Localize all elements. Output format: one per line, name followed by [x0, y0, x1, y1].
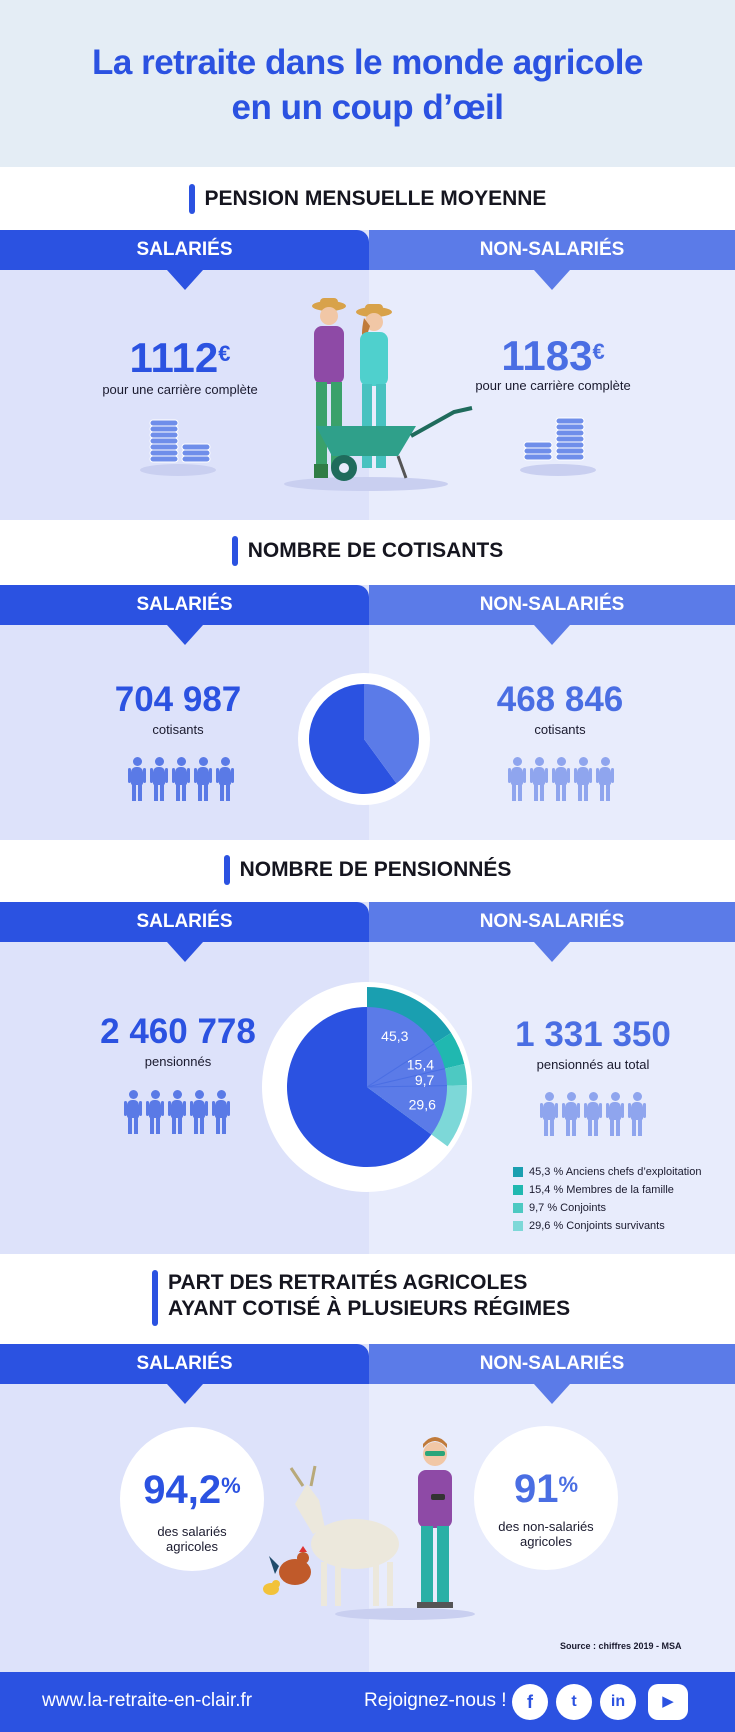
person-icon [194, 757, 212, 801]
tab-notch [167, 625, 203, 645]
cotisants-pie-chart [298, 673, 430, 805]
legend-label: 45,3 % Anciens chefs d’exploitation [529, 1166, 702, 1178]
pension-non-salaries-caption: pour une carrière complète [475, 378, 631, 393]
footer [0, 1672, 735, 1732]
farm-animals-illustration [255, 1424, 480, 1624]
pie-data-label: 15,4 [406, 1056, 435, 1073]
person-icon [128, 757, 146, 801]
heading-text: NOMBRE DE COTISANTS [247, 539, 504, 562]
person-icon [584, 1092, 602, 1136]
person-icon [168, 1090, 186, 1134]
person-icon [606, 1092, 624, 1136]
pie-legend [513, 1163, 701, 1235]
percent-symbol: % [558, 1472, 579, 1497]
legend-swatch [513, 1185, 523, 1195]
heading-accent-bar [152, 1270, 158, 1326]
tab-label: NON-SALARIÉS [479, 1353, 625, 1374]
person-icon [574, 757, 592, 801]
value-number: 1112 [129, 334, 219, 381]
pie-data-label: 45,3 [381, 1028, 409, 1045]
tab-salaries [0, 1344, 369, 1384]
legend-swatch [513, 1203, 523, 1213]
hero-banner [0, 0, 735, 167]
pensionnes-pie-chart [262, 982, 472, 1192]
person-icon [216, 757, 234, 801]
pensionnes-non-salaries-value: 1 331 350 [515, 1015, 671, 1054]
pie-data-label: 9,7 [414, 1071, 435, 1088]
tab-label: NON-SALARIÉS [479, 239, 625, 260]
source-note: Source : chiffres 2019 - MSA [560, 1641, 682, 1651]
person-icon [562, 1092, 580, 1136]
tab-notch [534, 942, 570, 962]
people-group-icon [124, 1090, 230, 1134]
tab-label: SALARIÉS [136, 1353, 233, 1374]
tab-non-salaries [369, 585, 735, 625]
pensionnes-salaries-caption: pensionnés [144, 1054, 212, 1069]
title-line-1: La retraite dans le monde agricole [92, 43, 643, 82]
legend-item [513, 1199, 701, 1217]
cotisants-salaries-caption: cotisants [152, 722, 204, 737]
part-non-salaries-caption [474, 1519, 618, 1549]
part-salaries-caption [120, 1524, 264, 1554]
pension-salaries-caption: pour une carrière complète [102, 382, 258, 397]
tab-salaries [0, 585, 369, 625]
person-icon [150, 757, 168, 801]
heading-text-line-1: PART DES RETRAITÉS AGRICOLES [168, 1271, 528, 1294]
value-number: 94,2 [143, 1468, 222, 1512]
person-icon [628, 1092, 646, 1136]
person-icon [124, 1090, 142, 1134]
person-icon [212, 1090, 230, 1134]
tab-non-salaries [369, 902, 735, 942]
person-icon [596, 757, 614, 801]
cotisants-non-salaries-value: 468 846 [496, 680, 624, 719]
page-title [0, 40, 735, 130]
pie-data-label: 29,6 [408, 1096, 436, 1113]
tab-non-salaries [369, 230, 735, 270]
heading-accent-bar [189, 184, 195, 214]
tab-salaries [0, 902, 369, 942]
tab-notch [534, 270, 570, 290]
join-us-label: Rejoignez-nous ! [364, 1690, 507, 1711]
percent-symbol: % [221, 1473, 241, 1498]
person-icon [530, 757, 548, 801]
part-non-salaries-value [474, 1468, 618, 1510]
heading-text: PENSION MENSUELLE MOYENNE [204, 187, 547, 210]
currency-symbol: € [218, 341, 231, 366]
coin-stack-icon [138, 408, 218, 478]
part-salaries-value [120, 1469, 264, 1511]
legend-swatch [513, 1221, 523, 1231]
pension-non-salaries-value [453, 334, 653, 378]
section-heading-pension [0, 184, 735, 214]
legend-label: 15,4 % Membres de la famille [529, 1184, 674, 1196]
tab-notch [534, 1384, 570, 1404]
tab-label: SALARIÉS [136, 594, 233, 615]
heading-accent-bar [232, 536, 238, 566]
panel-part [0, 1344, 735, 1672]
heading-text: NOMBRE DE PENSIONNÉS [239, 858, 512, 881]
tab-notch [167, 270, 203, 290]
tab-label: NON-SALARIÉS [479, 594, 625, 615]
person-icon [508, 757, 526, 801]
title-line-2: en un coup d’œil [231, 88, 504, 127]
farmers-wheelbarrow-illustration [276, 296, 476, 496]
tab-label: NON-SALARIÉS [479, 911, 625, 932]
legend-label: 29,6 % Conjoints survivants [529, 1220, 665, 1232]
people-group-icon [540, 1092, 646, 1136]
panel-pension [0, 230, 735, 520]
cotisants-salaries-value: 704 987 [114, 680, 242, 719]
person-icon [172, 757, 190, 801]
heading-accent-bar [224, 855, 230, 885]
twitter-icon[interactable]: t [556, 1684, 592, 1720]
people-group-icon [128, 757, 234, 801]
legend-swatch [513, 1167, 523, 1177]
caption-line: agricoles [519, 1534, 573, 1549]
caption-line: des non-salariés [498, 1519, 594, 1534]
linkedin-icon[interactable]: in [600, 1684, 636, 1720]
section-heading-part [152, 1270, 652, 1322]
facebook-icon[interactable]: f [512, 1684, 548, 1720]
legend-label: 9,7 % Conjoints [529, 1202, 607, 1214]
tab-notch [534, 625, 570, 645]
caption-line: agricoles [165, 1539, 219, 1554]
section-heading-pensionnes [0, 855, 735, 885]
coin-stack-icon [518, 408, 598, 478]
pensionnes-salaries-value: 2 460 778 [100, 1012, 256, 1051]
section-heading-cotisants [0, 536, 735, 566]
person-icon [146, 1090, 164, 1134]
person-icon [190, 1090, 208, 1134]
pensionnes-non-salaries-caption: pensionnés au total [536, 1057, 650, 1072]
legend-item [513, 1181, 701, 1199]
currency-symbol: € [592, 339, 605, 364]
tab-label: SALARIÉS [136, 911, 233, 932]
person-icon [540, 1092, 558, 1136]
tab-salaries [0, 230, 369, 270]
caption-line: des salariés [157, 1524, 227, 1539]
heading-text-line-2: AYANT COTISÉ À PLUSIEURS RÉGIMES [168, 1297, 571, 1320]
tab-non-salaries [369, 1344, 735, 1384]
tab-notch [167, 1384, 203, 1404]
youtube-icon[interactable]: ▶ [648, 1684, 688, 1720]
person-icon [552, 757, 570, 801]
website-link[interactable]: www.la-retraite-en-clair.fr [42, 1690, 253, 1711]
value-number: 91 [513, 1467, 559, 1511]
cotisants-non-salaries-caption: cotisants [534, 722, 586, 737]
legend-item [513, 1217, 701, 1235]
pension-salaries-value [80, 336, 280, 380]
people-group-icon [508, 757, 614, 801]
panel-cotisants [0, 585, 735, 840]
legend-item [513, 1163, 701, 1181]
tab-label: SALARIÉS [136, 239, 233, 260]
tab-notch [167, 942, 203, 962]
value-number: 1183 [501, 332, 593, 379]
